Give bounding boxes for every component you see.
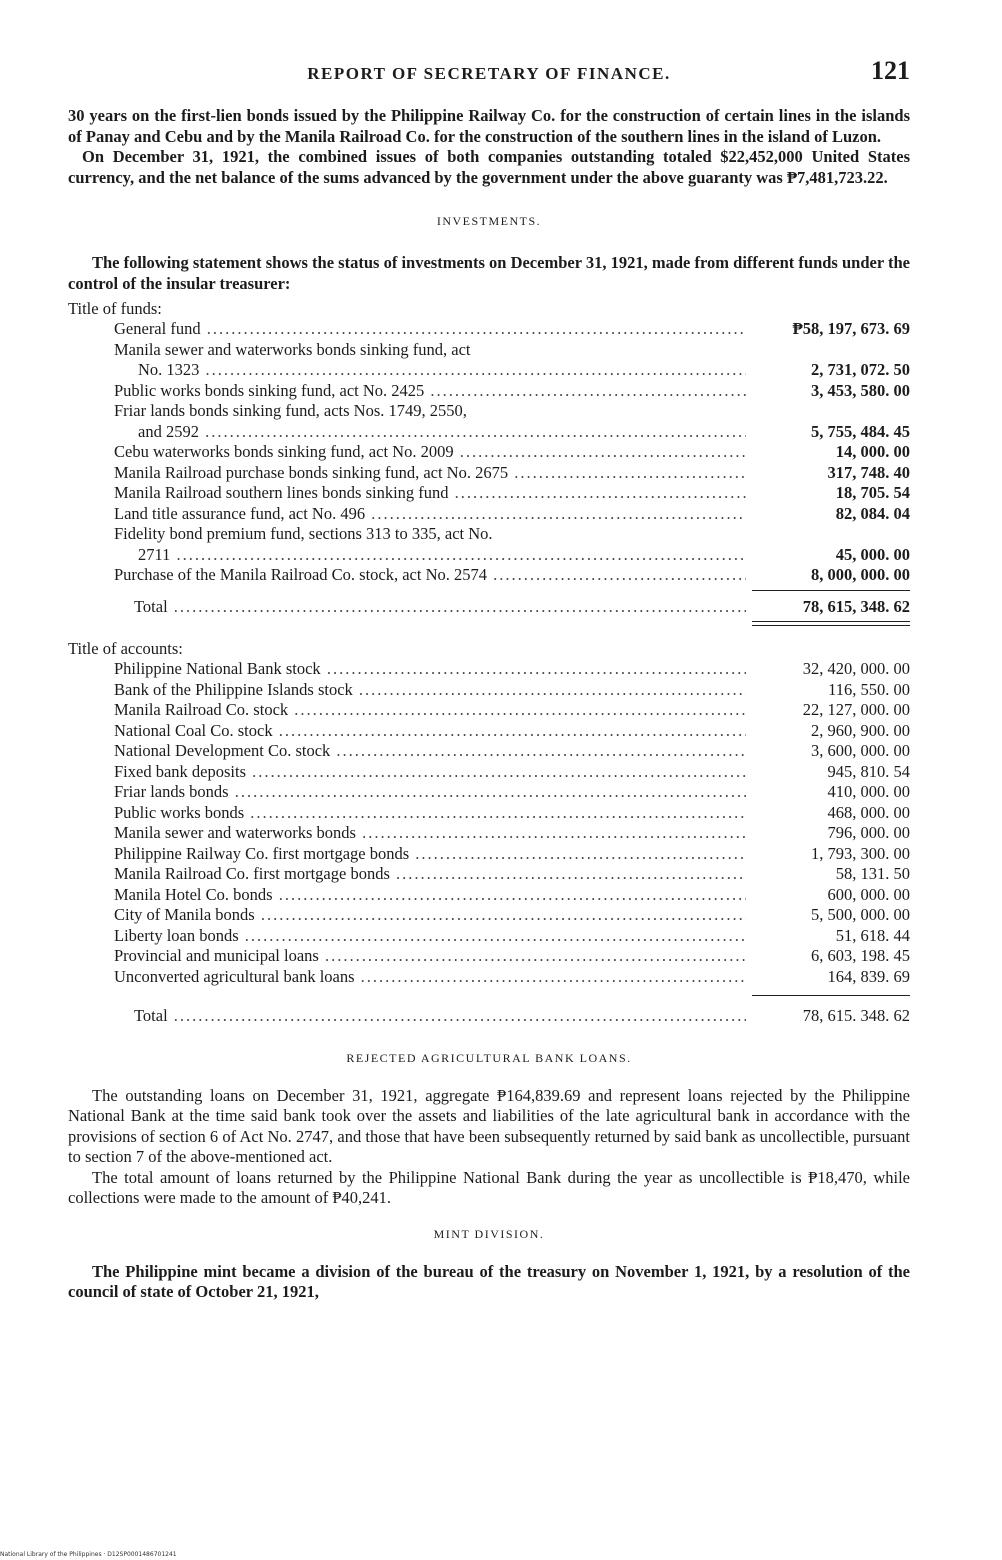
row-amount: 600, 000. 00	[827, 884, 910, 904]
investments-heading: INVESTMENTS.	[436, 214, 542, 228]
table-row	[68, 926, 910, 947]
row-amount: 2, 731, 072. 50	[811, 360, 910, 379]
row-label: Manila Railroad Co. first mortgage bonds .....	[68, 864, 746, 885]
row-continuation	[114, 422, 910, 443]
row-label: Fidelity bond premium fund, sections 313 to 335, act No.	[114, 524, 493, 543]
running-head: REPORT OF SECRETARY OF FINANCE.	[307, 64, 671, 83]
accounts-table	[68, 638, 910, 1027]
row-amount: 6, 603, 198. 45	[811, 946, 910, 965]
table-row	[68, 864, 910, 885]
table-row	[68, 504, 910, 525]
funds-title: Title of funds:	[68, 299, 162, 318]
scan-footer-note: National Library of the Philippines · D12SP0001486701241	[0, 1551, 177, 1558]
row-label: Manila sewer and waterworks bonds sinking fund, act	[114, 339, 471, 359]
row-amount: ₱58, 197, 673. 69	[792, 319, 910, 338]
accounts-title: Title of accounts:	[68, 639, 183, 658]
accounts-total-row	[68, 1006, 910, 1027]
table-row	[68, 946, 910, 967]
row-amount: 18, 705. 54	[835, 483, 910, 502]
intro-paragraph-2: On December 31, 1921, the combined issues of both companies outstanding totaled $22,452,000 United States currency, and the net balance of the sums advanced by the government under the above guaranty was ₱7,481,723.22.	[68, 147, 910, 187]
table-row	[68, 659, 910, 680]
table-row	[68, 741, 910, 762]
row-label: Manila sewer and waterworks bonds .....	[68, 823, 746, 844]
subtotal-rule	[752, 590, 910, 591]
table-row	[68, 442, 910, 463]
row-label-cont: No. 1323 .....	[114, 360, 746, 381]
row-label: Manila Railroad purchase bonds sinking fund, act No. 2675 .....	[68, 463, 746, 484]
row-amount: 22, 127, 000. 00	[802, 700, 910, 719]
table-row	[68, 885, 910, 906]
funds-total-row	[68, 597, 910, 618]
row-amount: 2, 960, 900. 00	[811, 720, 910, 740]
row-amount: 5, 500, 000. 00	[811, 905, 910, 924]
row-label: National Coal Co. stock .....	[68, 721, 746, 742]
mint-heading: MINT DIVISION.	[433, 1226, 545, 1241]
table-row	[68, 762, 910, 783]
table-row	[68, 524, 910, 565]
row-amount: 5, 755, 484. 45	[811, 421, 910, 441]
table-row	[68, 381, 910, 402]
page-number: 121	[871, 56, 910, 85]
total-label: Total .....	[68, 597, 746, 618]
row-amount: 1, 793, 300. 00	[811, 843, 910, 863]
document-page	[68, 56, 910, 1303]
table-row	[68, 782, 910, 803]
row-label-cont: and 2592 .....	[114, 422, 746, 443]
row-amount: 32, 420, 000. 00	[802, 659, 910, 678]
row-amount: 82, 084. 04	[835, 503, 910, 523]
row-amount: 8, 000, 000. 00	[811, 565, 910, 584]
row-amount: 945, 810. 54	[827, 761, 910, 781]
table-row	[68, 680, 910, 701]
table-row	[68, 340, 910, 381]
row-label: Friar lands bonds .....	[68, 782, 746, 803]
row-label: Land title assurance fund, act No. 496 .....	[68, 504, 746, 525]
table-row	[68, 700, 910, 721]
row-label: Cebu waterworks bonds sinking fund, act No. 2009 .....	[68, 442, 746, 463]
row-label: Philippine Railway Co. first mortgage bonds .....	[68, 844, 746, 865]
table-row	[68, 967, 910, 988]
row-label: Friar lands bonds sinking fund, acts Nos. 1749, 2550,	[114, 401, 467, 420]
mint-paragraph: The Philippine mint became a division of the bureau of the treasury on November 1, 1921, by a resolution of the council of state of October 21, 1921,	[68, 1261, 910, 1301]
row-label-cont: 2711 .....	[114, 545, 746, 566]
row-amount: 3, 453, 580. 00	[811, 380, 910, 400]
table-row	[68, 463, 910, 484]
accounts-rule	[752, 995, 910, 996]
row-amount: 45, 000. 00	[835, 544, 910, 564]
funds-table	[68, 298, 910, 626]
investments-intro: The following statement shows the status of investments on December 31, 1921, made from different funds under the control of the insular treasurer:	[68, 253, 910, 293]
row-label: Manila Railroad southern lines bonds sinking fund .....	[68, 483, 746, 504]
total-label: Total .....	[68, 1006, 746, 1027]
row-label: Purchase of the Manila Railroad Co. stock, act No. 2574 .....	[68, 565, 746, 586]
row-amount: 164, 839. 69	[827, 966, 910, 986]
row-amount: 51, 618. 44	[835, 925, 910, 945]
table-row	[68, 721, 910, 742]
row-amount: 3, 600, 000. 00	[811, 741, 910, 760]
row-continuation	[114, 545, 910, 566]
row-label: National Development Co. stock .....	[68, 741, 746, 762]
total-double-rule	[752, 621, 910, 626]
row-amount: 468, 000. 00	[827, 802, 910, 822]
row-label: Provincial and municipal loans .....	[68, 946, 746, 967]
row-amount: 410, 000. 00	[827, 782, 910, 801]
intro-paragraph-1: 30 years on the first-lien bonds issued by the Philippine Railway Co. for the construction of certain lines in the islands of Panay and Cebu and by the Manila Railroad Co. for the construction of the southern lines in the island of Luzon.	[68, 106, 910, 146]
row-label: Public works bonds sinking fund, act No. 2425 .....	[68, 381, 746, 402]
page-header	[68, 56, 910, 92]
table-row	[68, 565, 910, 586]
row-label: Fixed bank deposits .....	[68, 762, 746, 783]
table-row	[68, 844, 910, 865]
row-amount: 116, 550. 00	[828, 679, 910, 699]
row-label: Philippine National Bank stock .....	[68, 659, 746, 680]
table-row	[68, 401, 910, 442]
table-row	[68, 483, 910, 504]
total-amount: 78, 615. 348. 62	[802, 1006, 910, 1025]
row-amount: 317, 748. 40	[827, 462, 910, 482]
row-label: Manila Railroad Co. stock .....	[68, 700, 746, 721]
row-label: Unconverted agricultural bank loans .....	[68, 967, 746, 988]
rejected-paragraph-2: The total amount of loans returned by the Philippine National Bank during the year as uncollectible is ₱18,470, while collections were made to the amount of ₱40,241.	[68, 1167, 910, 1207]
row-label: Liberty loan bonds .....	[68, 926, 746, 947]
table-row	[68, 803, 910, 824]
table-row	[68, 905, 910, 926]
rejected-paragraph-1: The outstanding loans on December 31, 1921, aggregate ₱164,839.69 and represent loans rejected by the Philippine National Bank at the time said bank took over the assets and liabilities of the late agricultural bank in accordance with the provisions of section 6 of Act No. 2747, and those that have been subsequently returned by said bank as uncollectible, pursuant to section 7 of the above-mentioned act.	[68, 1085, 910, 1166]
row-label: General fund .....	[68, 319, 746, 340]
rejected-heading: REJECTED AGRICULTURAL BANK LOANS.	[346, 1050, 632, 1065]
row-amount: 14, 000. 00	[835, 442, 910, 461]
row-label: Public works bonds .....	[68, 803, 746, 824]
row-amount: 58, 131. 50	[835, 864, 910, 883]
table-row	[68, 319, 910, 340]
row-amount: 796, 000. 00	[827, 823, 910, 842]
row-label: Manila Hotel Co. bonds .....	[68, 885, 746, 906]
row-continuation	[114, 360, 910, 381]
total-amount: 78, 615, 348. 62	[802, 596, 910, 616]
table-row	[68, 823, 910, 844]
row-label: City of Manila bonds .....	[68, 905, 746, 926]
row-label: Bank of the Philippine Islands stock .....	[68, 680, 746, 701]
